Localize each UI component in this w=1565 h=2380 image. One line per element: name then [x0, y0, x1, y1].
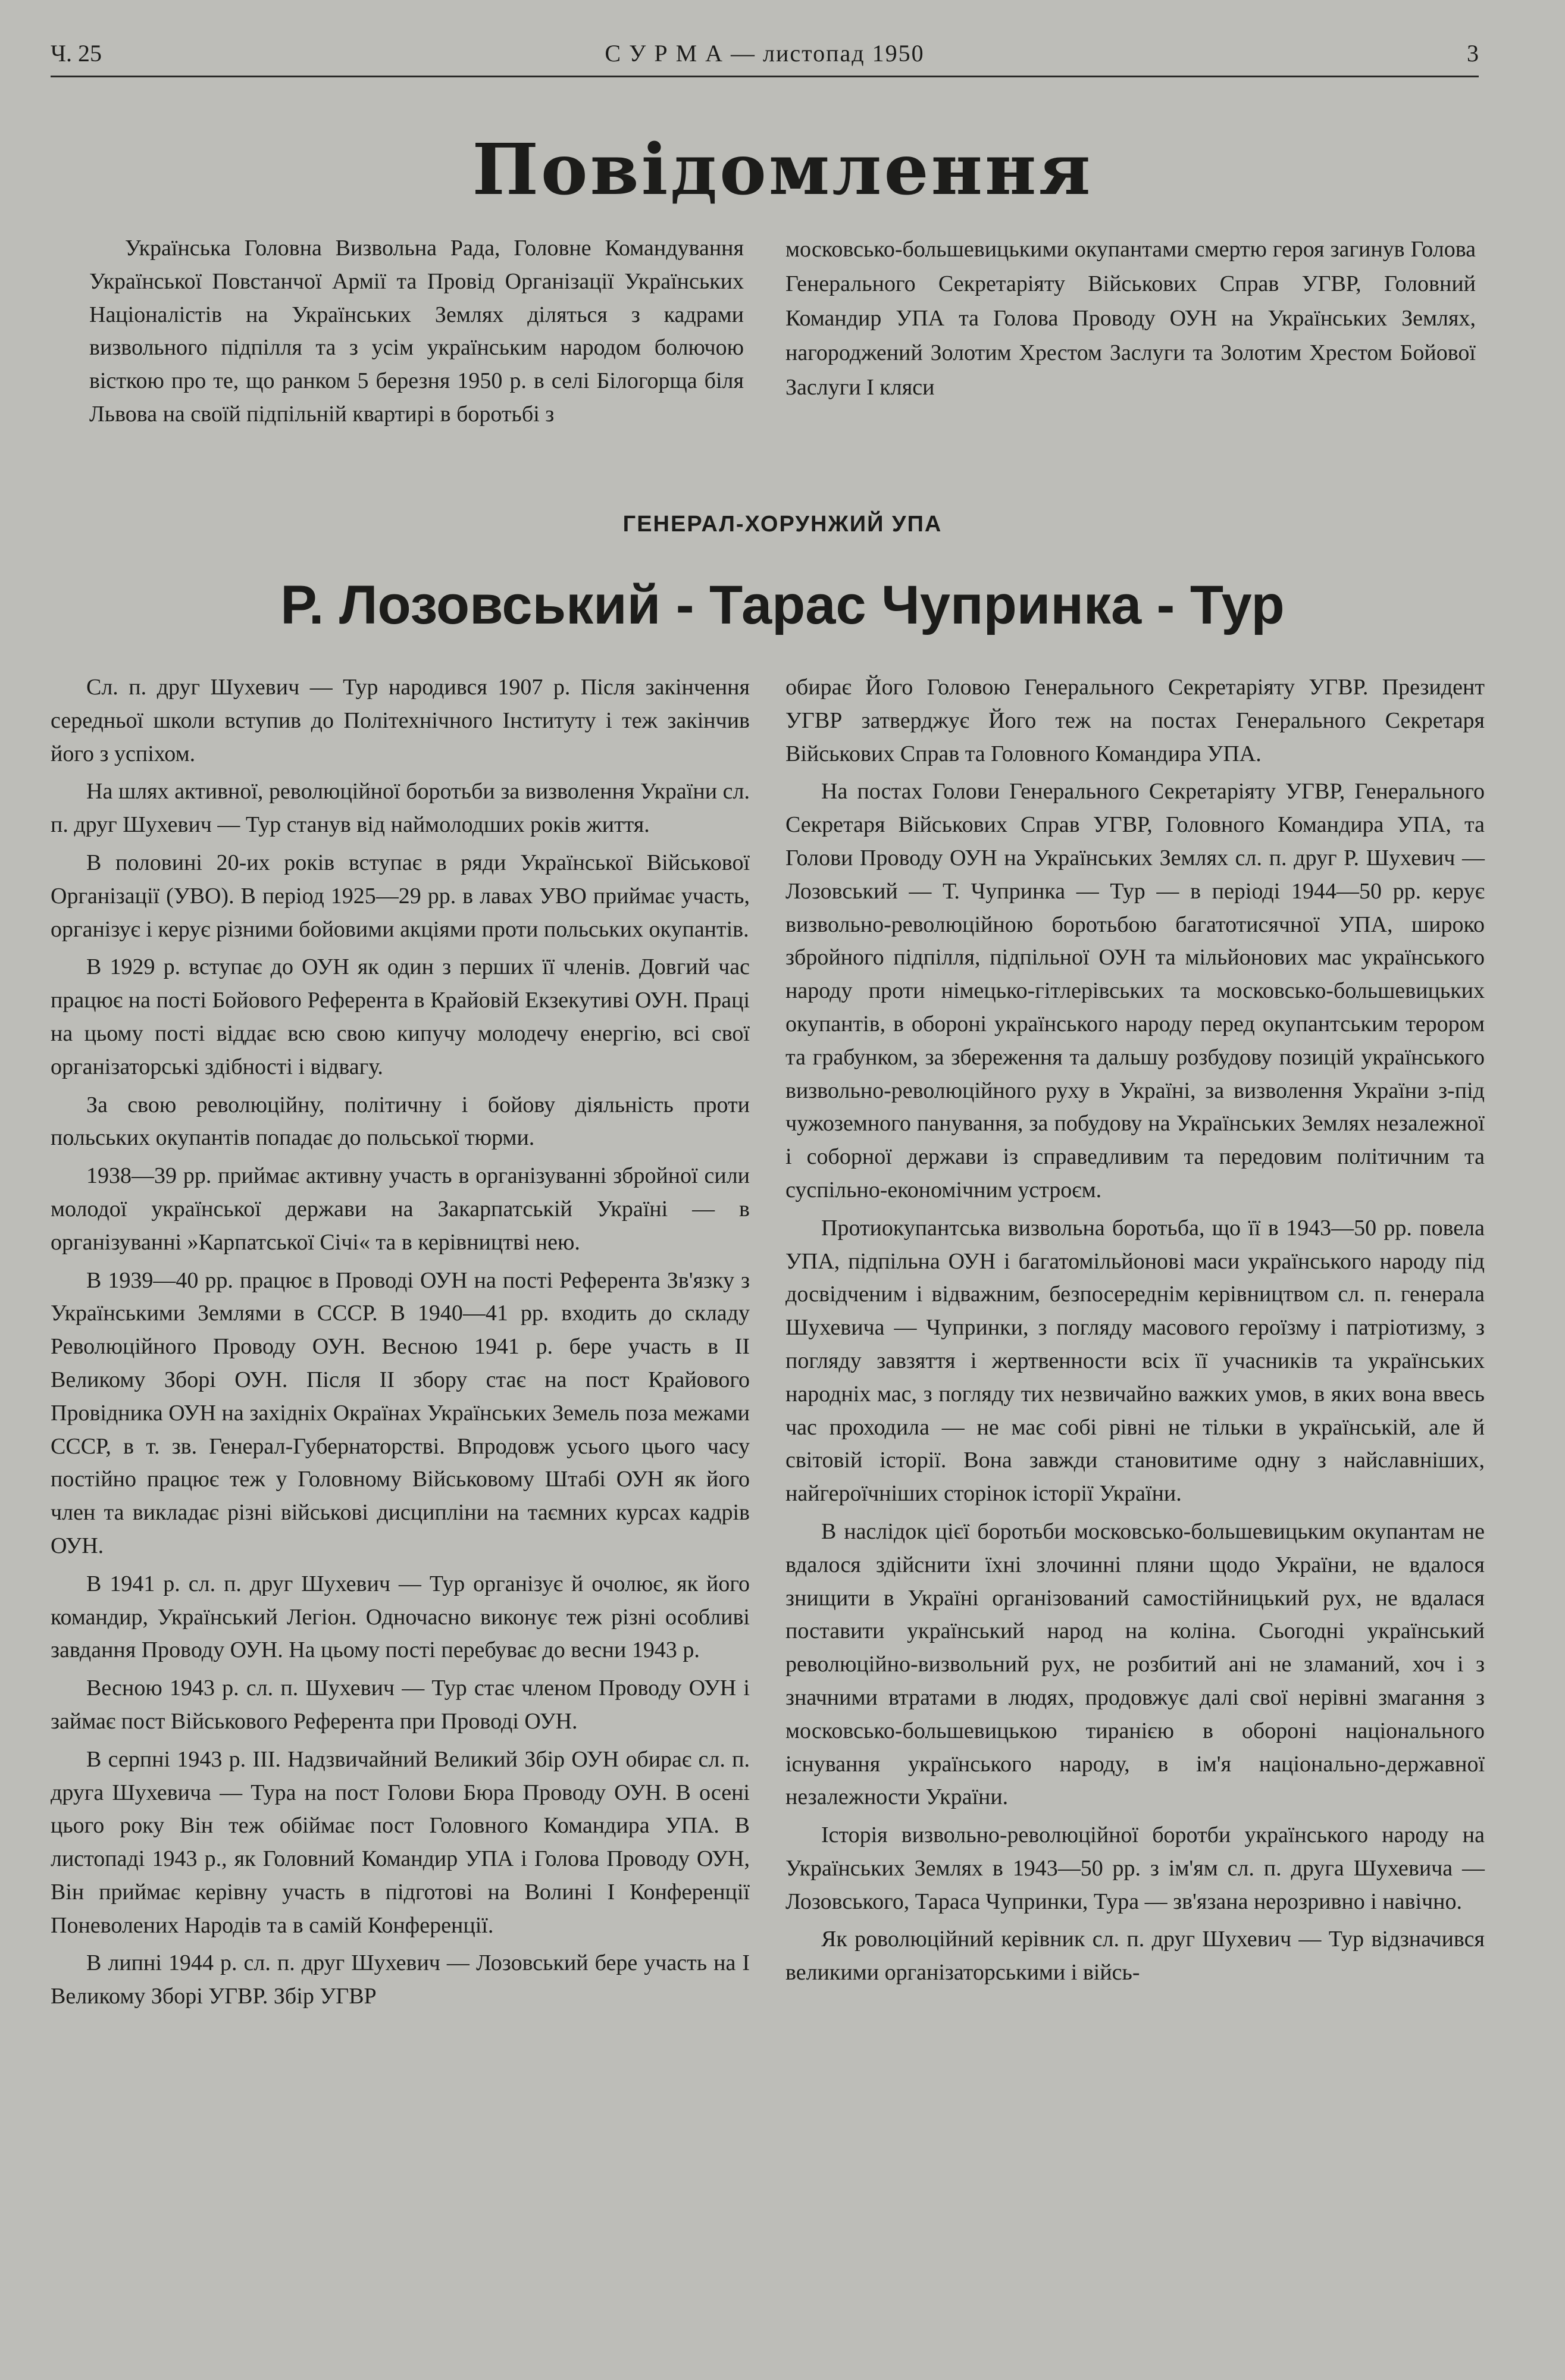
paragraph: Як роволюційний керівник сл. п. друг Шухевич — Тур відзначився великими організаторськими і війсь-: [785, 1927, 1485, 1986]
paragraph: Весною 1943 р. сл. п. Шухевич — Тур стає членом Проводу ОУН і займає пост Військового Референта при Проводі ОУН.: [51, 1676, 750, 1734]
paragraph: На постах Голови Генерального Секретаріяту УГВР, Генерального Секретаря Військових Справ УГВР, Головного Командира УПА, та Голови Проводу ОУН на Українських Землях сл. п. друг Р. Шухевич — Лозовський — Т. Чупринка — Тур — в періоді 1944—50 рр. керує визвольно-революційною боротьбою багатотисячної УПА, широко збройного підпілля, підпільної ОУН та мільйонових мас українського народу проти німецько-гітлерівських та московсько-большевицьких окупантів, в обороні українського народу перед окупантським терором та грабунком, за збереження та дальшу розбудову позицій українського визвольно-революційного руху в Україні, за визволення України з-під чужоземного панування, за побудову на Українських Землях незалежної і соборної держави із справедливим та передовим політичним та суспільно-економічним устроєм.: [785, 779, 1485, 1202]
announcement-left-column: [89, 232, 744, 436]
headline: Повідомлення: [472, 128, 1093, 211]
announcement-text: московсько-большевицькими окупантами смертю героя загинув Голова Генерального Секретаріяту Військових Справ УГВР, Головний Командир УПА та Голова Проводу ОУН на Українських Землях, нагороджений Золотим Хрестом Заслуги та Золотим Хрестом Бойової Заслуги I кляси: [785, 237, 1476, 400]
paragraph: За свою революційну, політичну і бойову діяльність проти польських окупантів попадає до польської тюрми.: [51, 1092, 750, 1151]
paragraph: Сл. п. друг Шухевич — Тур народився 1907 р. Після закінчення середньої школи вступив до Політехнічного Інституту і теж закінчив його з успіхом.: [51, 675, 750, 766]
header-rule: [51, 76, 1479, 77]
paragraph: В 1941 р. сл. п. друг Шухевич — Тур організує й очолює, як його командир, Український Легіон. Одночасно виконує теж різні особливі завдання Проводу ОУН. На цьому пості перебуває до весни 1943 р.: [51, 1571, 750, 1663]
paragraph: На шлях активної, революційної боротьби за визволення України сл. п. друг Шухевич — Тур станув від наймолодших років життя.: [51, 779, 750, 838]
page-number: 3: [1467, 40, 1479, 67]
announcement-text: Українська Головна Визвольна Рада, Головне Командування Української Повстанчої Армії та Провід Організації Українських Націоналістів на Українських Землях діляться з кадрами визвольного підпілля та з усім українським народом болючою вісткою про те, що ранком 5 березня 1950 р. в селі Білогорща біля Львова на своїй підпільній квартирі в боротьбі з: [89, 236, 744, 427]
article-left-column: [51, 671, 750, 2018]
paragraph: В 1939—40 рр. працює в Проводі ОУН на пості Референта Зв'язку з Українськими Землями в СССР. В 1940—41 рр. входить до складу Революційного Проводу ОУН. Весною 1941 р. бере участь в II Великому Зборі ОУН. Після II збору стає на пост Крайового Провідника ОУН на західніх Окраїнах Українських Земель поза межами СССР, в т. зв. Генерал-Губернаторстві. Впродовж усього цього часу постійно працює теж у Головному Військовому Штабі ОУН як його член та викладає різні військові дисципліни на таємних курсах кадрів ОУН.: [51, 1267, 750, 1558]
paragraph: 1938—39 рр. приймає активну участь в організуванні збройної сили молодої української держави на Закарпатській Україні — в організуванні »Карпатської Січі« та в керівництві нею.: [51, 1163, 750, 1255]
paragraph: Протиокупантська визвольна боротьба, що її в 1943—50 рр. повела УПА, підпільна ОУН і багатомільйонові маси українського народу під досвідченим і відважним, безпосереднім керівництвом сл. п. генерала Шухевича — Чупринки, з погляду масового героїзму і патріотизму, з погляду завзяття і жертвенности всіх її учасників та українських народніх мас, з погляду тих незвичайно важких умов, в яких вона ввесь час проходила — не має собі рівні не тільки в українській, але й світовій історії. Вона завжди становитиме одну з найславніших, найгероїчніших сторінок історії України.: [785, 1215, 1485, 1507]
paragraph: В наслідок цієї боротьби московсько-большевицьким окупантам не вдалося здійснити їхні злочинні пляни щодо України, не вдалося знищити в Україні організований самостійницький рух, не вдалася поставити український народ на коліна. Сьогодні український революційно-визвольний рух, не розбитий ані не зламаний, хоч і з значними втратами в людях, продовжує далі свої нерівні змагання з московсько-большевицькою тиранією в обороні національного існування українського народу, в ім'я національно-державної незалежности України.: [785, 1518, 1485, 1810]
paragraph: В серпні 1943 р. III. Надзвичайний Великий Збір ОУН обирає сл. п. друга Шухевича — Тура на пост Голови Бюра Проводу ОУН. В осені цього року Він теж обіймає пост Головного Командира УПА. В листопаді 1943 р., як Головний Командир УПА і Голова Проводу ОУН, Він приймає керівну участь в підготові на Волині I Конференції Поневолених Народів та в самій Конференції.: [51, 1746, 750, 1938]
paragraph: Історія визвольно-революційної боротби українського народу на Українських Землях в 1943—50 рр. з ім'ям сл. п. друга Шухевича — Лозовського, Тараса Чупринки, Тура — зв'язана нерозривно і навічно.: [785, 1822, 1485, 1914]
running-header: [51, 36, 1479, 71]
article-subheading: ГЕНЕРАЛ-ХОРУНЖИЙ УПА: [622, 512, 943, 537]
article-title: Р. Лозовський - Тарас Чупринка - Тур: [280, 575, 1285, 635]
paragraph: обирає Його Головою Генерального Секретаріяту УГВР. Президент УГВР затверджує Його теж на постах Генерального Секретаря Військових Справ та Головного Командира УПА.: [785, 675, 1485, 766]
paragraph: В половині 20-их років вступає в ряди Української Військової Організації (УВО). В період 1925—29 рр. в лавах УВО приймає участь, організує і керує різними бойовими акціями проти польських окупантів.: [51, 850, 750, 942]
article-right-column: [785, 671, 1485, 1994]
paragraph: В 1929 р. вступає до ОУН як один з перших її членів. Довгий час працює на пості Бойового Референта в Крайовій Екзекутиві ОУН. Праці на цьому пості віддає всю свою кипучу молодечу енергію, всі свої організаторські здібності і відвагу.: [51, 954, 750, 1079]
publication-title: С У Р М А — листопад 1950: [605, 40, 925, 67]
paragraph: В липні 1944 р. сл. п. друг Шухевич — Лозовський бере участь на I Великому Зборі УГВР. Збір УГВР: [51, 1950, 750, 2009]
issue-number: Ч. 25: [51, 40, 102, 67]
announcement-right-column: [785, 232, 1476, 409]
